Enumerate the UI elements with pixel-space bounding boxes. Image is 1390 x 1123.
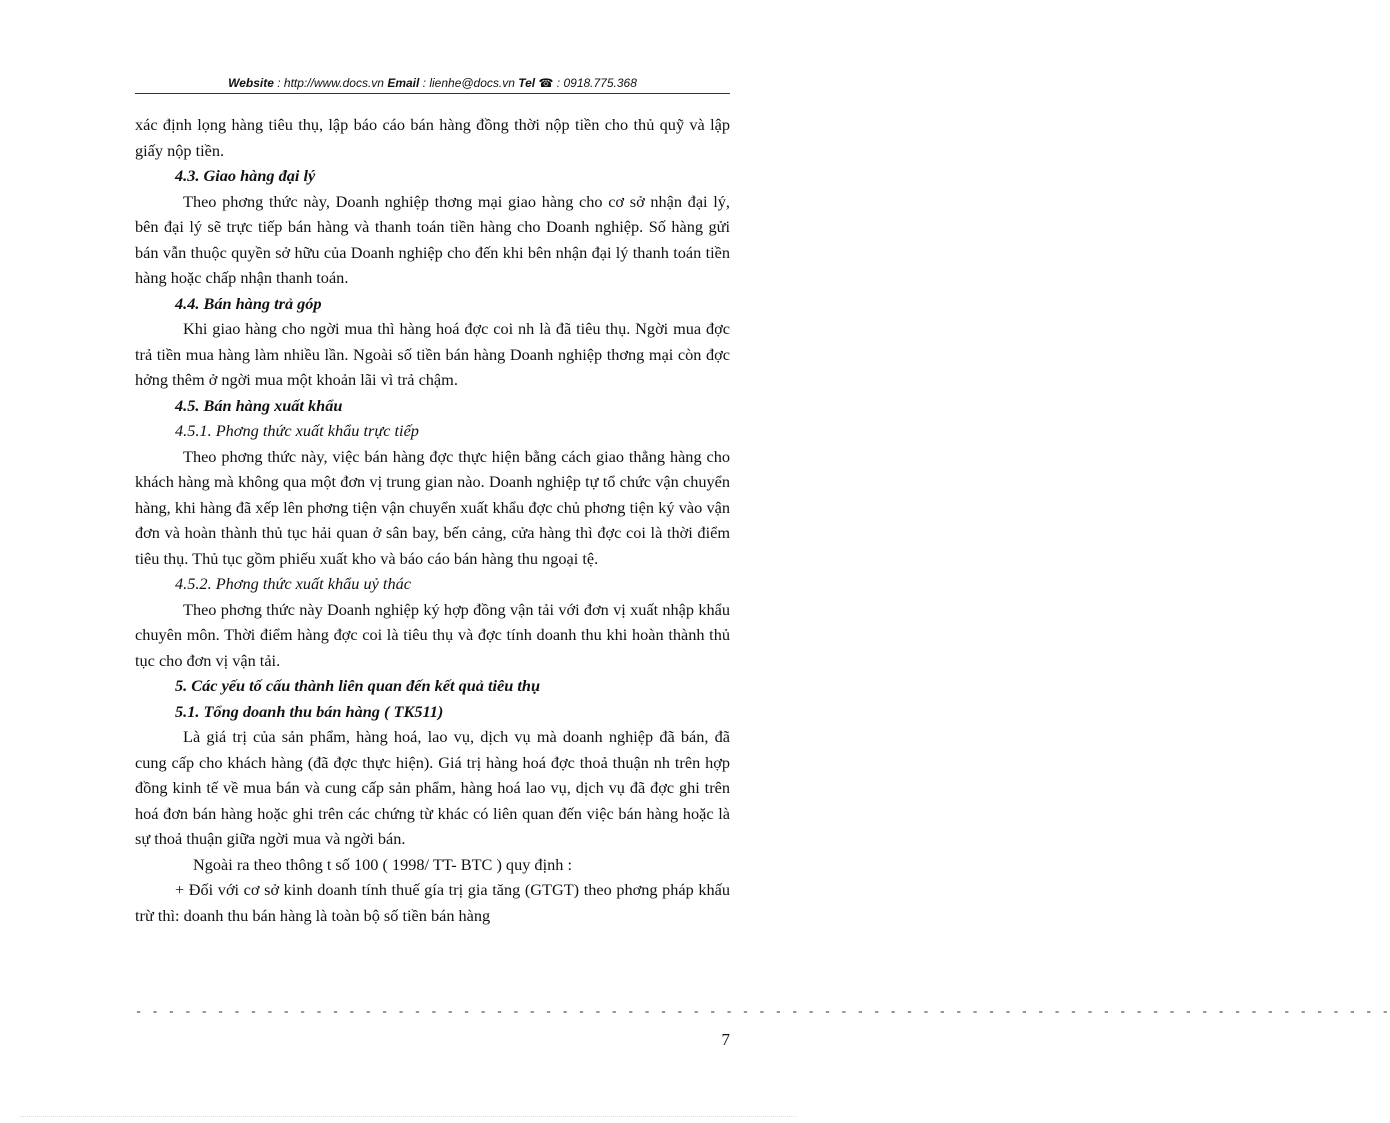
page-header bbox=[135, 76, 730, 90]
phone-icon: ☎ bbox=[538, 76, 554, 90]
email-label: Email bbox=[387, 76, 420, 90]
section-heading: 5.1. Tổng doanh thu bán hàng ( TK511) bbox=[175, 701, 444, 721]
paragraph: Là giá trị của sản phẩm, hàng hoá, lao vụ, dịch vụ mà doanh nghiệp đã bán, đã cung cấp cho khách hàng (đã đợc thực hiện). Giá trị hàng hoá đợc thoả thuận nh trên hợp đồng kinh tế về mua bán và cung cấp sản phẩm, hàng hoá lao vụ, dịch vụ đã đợc ghi trên hoá đơn bán hàng hoặc ghi trên các chứng từ khác có liên quan đến việc bán hàng hoặc là sự thoả thuận giữa ngời mua và ngời bán. bbox=[135, 727, 730, 848]
page-edge bbox=[20, 1116, 796, 1117]
section-heading: 4.4. Bán hàng trả góp bbox=[175, 293, 322, 313]
tel-value: : 0918.775.368 bbox=[556, 76, 637, 90]
header-divider bbox=[135, 93, 730, 94]
paragraph: + Đối với cơ sở kinh doanh tính thuế gía trị gia tăng (GTGT) theo phơng pháp khấu trừ thì: doanh thu bán hàng là toàn bộ số tiền bán hàng bbox=[135, 880, 730, 925]
section-heading: 5. Các yếu tố cấu thành liên quan đến kết quả tiêu thụ bbox=[175, 676, 541, 695]
subsection-heading: 4.5.1. Phơng thức xuất khẩu trực tiếp bbox=[175, 421, 419, 440]
page-content bbox=[135, 112, 730, 928]
paragraph: Khi giao hàng cho ngời mua thì hàng hoá đợc coi nh là đã tiêu thụ. Ngời mua đợc trả tiền mua hàng làm nhiều lần. Ngoài số tiền bán hàng Doanh nghiệp thơng mại còn đợc hởng thêm ở ngời mua một khoản lãi vì trả chậm. bbox=[135, 319, 730, 389]
section-heading: 4.5. Bán hàng xuất khẩu bbox=[175, 395, 343, 415]
email-value: : lienhe@docs.vn bbox=[422, 76, 515, 90]
subsection-heading: 4.5.2. Phơng thức xuất khẩu uỷ thác bbox=[175, 574, 411, 593]
paragraph: Theo phơng thức này, Doanh nghiệp thơng mại giao hàng cho cơ sở nhận đại lý, bên đại lý sẽ trực tiếp bán hàng và thanh toán tiền hàng cho Doanh nghiệp. Số hàng gửi bán vẫn thuộc quyền sở hữu của Doanh nghiệp cho đến khi bên nhận đại lý thanh toán tiền hàng hoặc chấp nhận thanh toán. bbox=[135, 191, 730, 287]
section-heading: 4.3. Giao hàng đại lý bbox=[175, 166, 316, 185]
website-value: : http://www.docs.vn bbox=[277, 76, 384, 90]
paragraph: xác định lọng hàng tiêu thụ, lập báo cáo bán hàng đồng thời nộp tiền cho thủ quỹ và lập giấy nộp tiền. bbox=[135, 115, 730, 160]
paragraph: Ngoài ra theo thông t số 100 ( 1998/ TT- BTC ) quy định : bbox=[193, 854, 572, 874]
paragraph: Theo phơng thức này, việc bán hàng đợc thực hiện bằng cách giao thẳng hàng cho khách hàng mà không qua một đơn vị trung gian nào. Doanh nghiệp tự tổ chức vận chuyển hàng, khi hàng đã xếp lên phơng tiện vận chuyển xuất khẩu đợc chủ phơng tiện ký vào vận đơn và hoàn thành thủ tục hải quan ở sân bay, bến cảng, cửa hàng thì đợc coi là thời điểm tiêu thụ. Thủ tục gồm phiếu xuất kho và báo cáo bán hàng thu ngoại tệ. bbox=[135, 446, 730, 568]
page-number: 7 bbox=[721, 1030, 730, 1049]
tel-label: Tel bbox=[518, 76, 536, 90]
footer-divider: - - - - - - - - - - - - - - - - - - - - - - - - - - - - - - - - - - - - - - - - - - - - - - - - - - - - - - - - - - - - - - - - - - - - - - - - - - - - - bbox=[135, 1005, 1390, 1019]
paragraph: Theo phơng thức này Doanh nghiệp ký hợp đồng vận tải với đơn vị xuất nhập khẩu chuyên môn. Thời điểm hàng đợc coi là tiêu thụ và đợc tính doanh thu khi hoàn thành thủ tục cho đơn vị vận tải. bbox=[135, 599, 730, 670]
website-label: Website bbox=[228, 76, 274, 90]
